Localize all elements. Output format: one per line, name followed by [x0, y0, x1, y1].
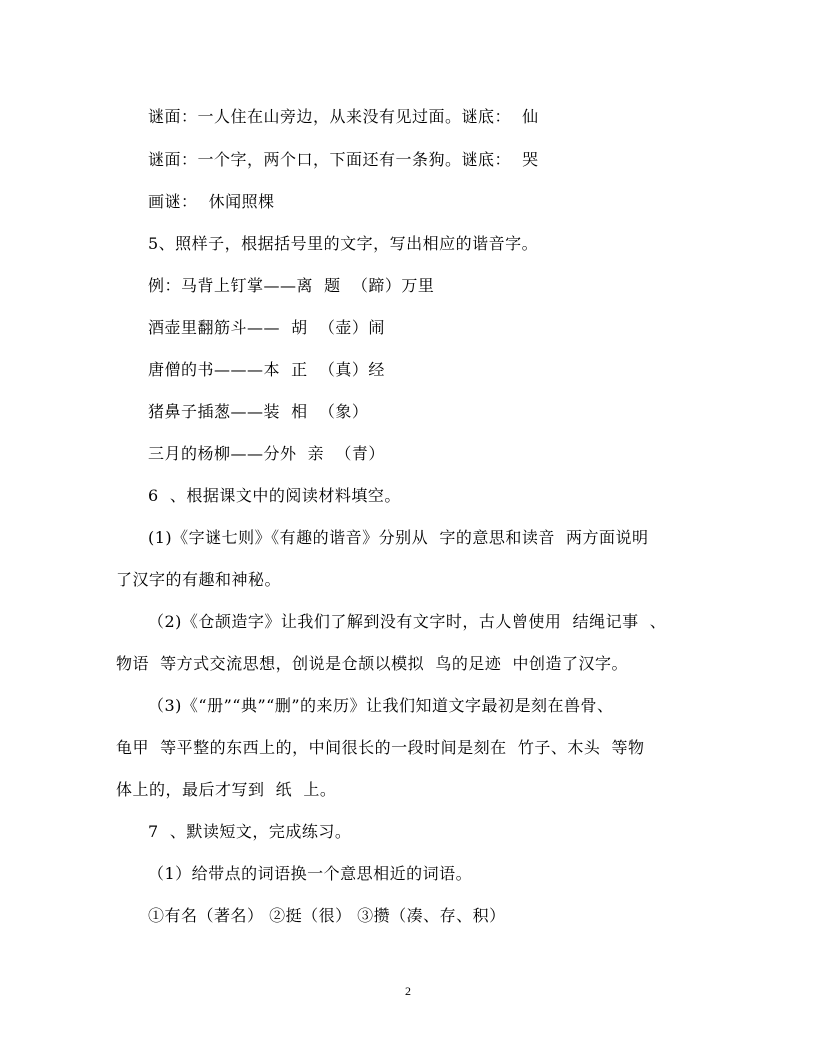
question-6-item-1b: 了汉字的有趣和神秘。 [116, 570, 282, 589]
riddle-line-1: 谜面：一人住在山旁边，从来没有见过面。谜底： 仙 [148, 107, 539, 126]
page-number: 2 [405, 984, 411, 998]
picture-riddle-line: 画谜： 休闻照棵 [148, 192, 275, 211]
question-7-heading: 7 、默读短文，完成练习。 [148, 822, 352, 841]
question-6-item-3c: 体上的，最后才写到 纸 上。 [116, 780, 337, 799]
homophone-line-1: 酒壶里翻筋斗—— 胡 （壶）闹 [148, 318, 385, 337]
question-6-item-3a: （3)《“册”“典”“删”的来历》让我们知道文字最初是刻在兽骨、 [148, 696, 614, 715]
question-7-answers: ①有名（著名） ②挺（很） ③攒（凑、存、积） [148, 906, 506, 925]
question-6-item-2b: 物语 等方式交流思想，创说是仓颉以模拟 鸟的足迹 中创造了汉字。 [116, 654, 629, 673]
example-line: 例：马背上钉掌——离 题 （蹄）万里 [148, 276, 435, 295]
question-5-heading: 5、照样子，根据括号里的文字，写出相应的谐音字。 [148, 234, 539, 253]
question-6-item-2a: （2)《仓颉造字》让我们了解到没有文字时，古人曾使用 结绳记事 、 [148, 612, 667, 631]
homophone-line-2: 唐僧的书———本 正 （真）经 [148, 360, 385, 379]
riddle-line-2: 谜面：一个字，两个口，下面还有一条狗。谜底： 哭 [148, 150, 539, 169]
homophone-line-3: 猪鼻子插葱——装 相 （象） [148, 402, 369, 421]
question-6-item-1a: (1)《字谜七则》《有趣的谐音》分别从 字的意思和读音 两方面说明 [148, 528, 649, 547]
question-7-item-1: （1）给带点的词语换一个意思相近的词语。 [148, 864, 473, 883]
homophone-line-4: 三月的杨柳——分外 亲 （青） [148, 444, 385, 463]
question-6-item-3b: 龟甲 等平整的东西上的，中间很长的一段时间是刻在 竹子、木头 等物 [116, 738, 645, 757]
question-6-heading: 6 、根据课文中的阅读材料填空。 [148, 486, 401, 505]
